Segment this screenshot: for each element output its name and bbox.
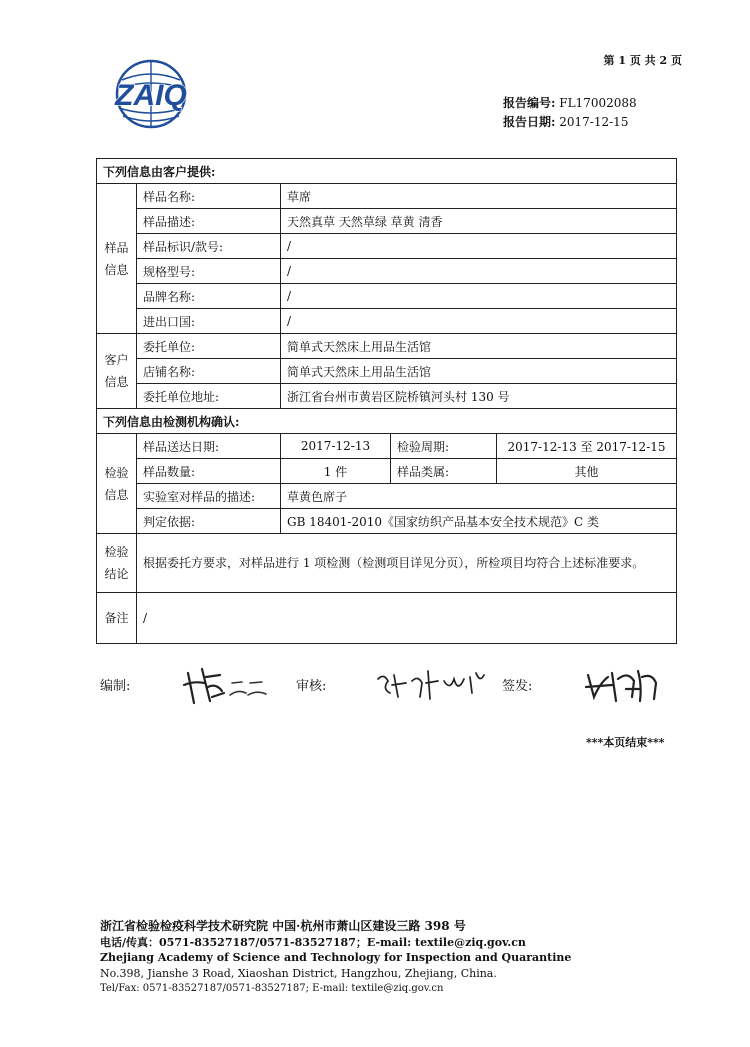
quantity-value: 1 件 <box>281 459 391 484</box>
footer-org-en: Zhejiang Academy of Science and Technology for Inspection and Quarantine <box>100 951 572 964</box>
period-value: 2017-12-13 至 2017-12-15 <box>497 434 677 459</box>
basis-label: 判定依据: <box>137 509 281 534</box>
page-end-mark: ***本页结束*** <box>586 736 665 749</box>
report-number-label: 报告编号: <box>503 96 556 110</box>
conclusion-group: 检验 结论 <box>97 534 137 593</box>
country-label: 进出口国: <box>137 309 281 334</box>
footer <box>100 919 571 997</box>
client-address-label: 委托单位地址: <box>137 384 281 409</box>
sample-id-value: / <box>281 234 677 259</box>
page-number: 第 1 页 共 2 页 <box>603 54 682 67</box>
svg-text:ZAIQ: ZAIQ <box>115 79 187 112</box>
shop-name-label: 店铺名称: <box>137 359 281 384</box>
signature-row <box>100 663 690 708</box>
approver-label: 签发: <box>502 679 533 694</box>
quantity-label: 样品数量: <box>137 459 281 484</box>
report-table <box>96 158 677 644</box>
country-value: / <box>281 309 677 334</box>
period-label: 检验周期: <box>391 434 497 459</box>
ziq-logo <box>86 58 216 130</box>
client-unit-label: 委托单位: <box>137 334 281 359</box>
footer-contact-en: Tel/Fax: 0571-83527187/0571-83527187; E-mail: textile@ziq.gov.cn <box>100 983 444 994</box>
remark-label: 备注 <box>97 593 137 644</box>
customer-info-group: 客户 信息 <box>97 334 137 409</box>
send-date-label: 样品送达日期: <box>137 434 281 459</box>
spec-value: / <box>281 259 677 284</box>
editor-label: 编制: <box>100 679 131 694</box>
sample-name-value: 草席 <box>281 184 677 209</box>
client-address-value: 浙江省台州市黄岩区院桥镇河头村 130 号 <box>281 384 677 409</box>
sample-desc-label: 样品描述: <box>137 209 281 234</box>
sample-id-label: 样品标识/款号: <box>137 234 281 259</box>
approver-signature <box>582 663 662 708</box>
footer-org-zh: 浙江省检验检疫科学技术研究院 中国·杭州市萧山区建设三路 398 号 <box>100 919 466 933</box>
report-date-line <box>503 113 637 132</box>
sample-desc-value: 天然真草 天然草绿 草黄 清香 <box>281 209 677 234</box>
category-value: 其他 <box>497 459 677 484</box>
client-section-title: 下列信息由客户提供: <box>97 159 677 184</box>
reviewer-label: 审核: <box>296 679 327 694</box>
report-date-label: 报告日期: <box>503 115 556 129</box>
send-date-value: 2017-12-13 <box>281 434 391 459</box>
client-unit-value: 简单式天然床上用品生活馆 <box>281 334 677 359</box>
basis-value: GB 18401-2010《国家纺织产品基本安全技术规范》C 类 <box>281 509 677 534</box>
editor-signature <box>180 663 275 708</box>
remark-text: / <box>137 593 677 644</box>
lab-desc-label: 实验室对样品的描述: <box>137 484 281 509</box>
report-date-value: 2017-12-15 <box>559 115 629 129</box>
lab-desc-value: 草黄色席子 <box>281 484 677 509</box>
report-meta <box>503 94 637 132</box>
footer-address-en: No.398, Jianshe 3 Road, Xiaoshan District, Hangzhou, Zhejiang, China. <box>100 966 497 980</box>
conclusion-text: 根据委托方要求，对样品进行 1 项检测（检测项目详见分页），所检项目均符合上述标准要求。 <box>137 534 677 593</box>
sample-info-group: 样品 信息 <box>97 184 137 334</box>
sample-name-label: 样品名称: <box>137 184 281 209</box>
footer-contact-zh: 电话/传真：0571-83527187/0571-83527187；E-mail: textile@ziq.gov.cn <box>100 935 526 949</box>
reviewer-signature <box>372 663 502 708</box>
brand-value: / <box>281 284 677 309</box>
lab-section-title: 下列信息由检测机构确认: <box>97 409 677 434</box>
category-label: 样品类属: <box>391 459 497 484</box>
inspection-info-group: 检验 信息 <box>97 434 137 534</box>
report-number-value: FL17002088 <box>559 96 637 110</box>
shop-name-value: 简单式天然床上用品生活馆 <box>281 359 677 384</box>
report-number-line <box>503 94 637 113</box>
brand-label: 品牌名称: <box>137 284 281 309</box>
spec-label: 规格型号: <box>137 259 281 284</box>
